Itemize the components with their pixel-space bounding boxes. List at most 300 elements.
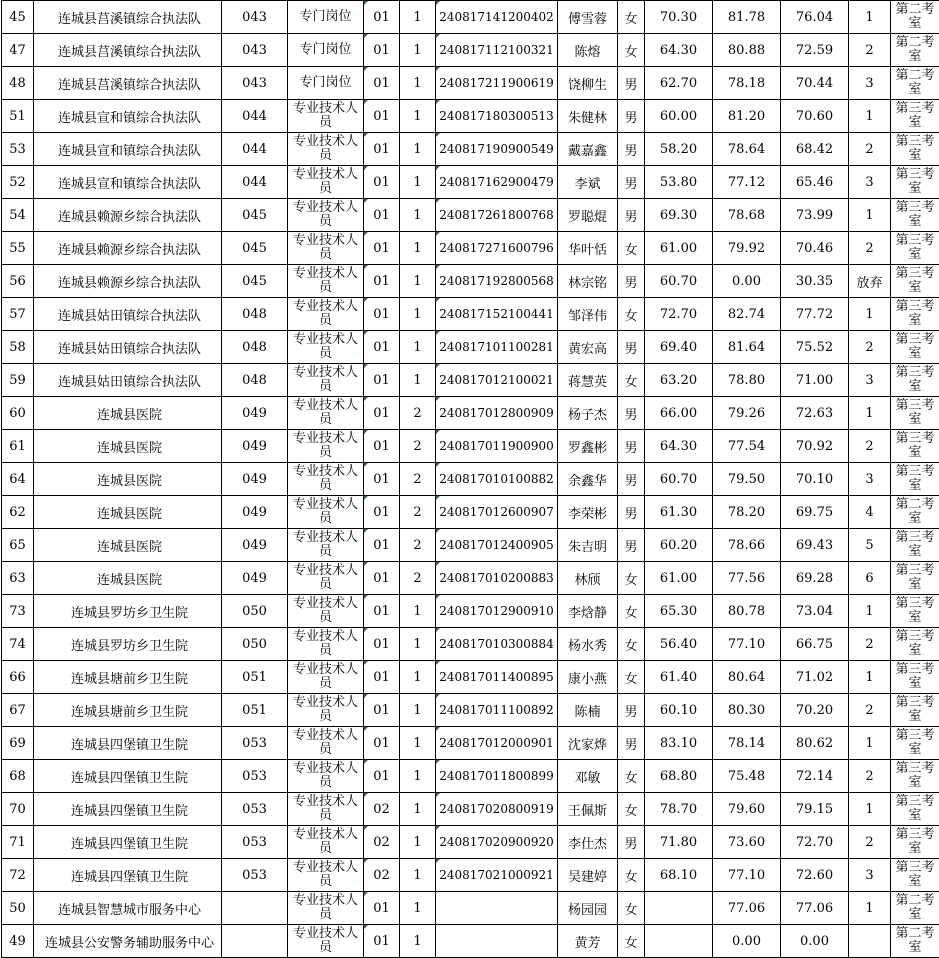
total-score-cell: 70.60 xyxy=(781,100,849,133)
position-cell: 专业技术人员 xyxy=(288,793,364,826)
table-row xyxy=(2,661,939,694)
room-cell: 第三考室 xyxy=(891,793,939,826)
level-cell: 01 xyxy=(364,298,400,331)
table-row xyxy=(2,925,939,958)
unit-cell: 连城县公安警务辅助服务中心 xyxy=(34,925,222,958)
ticket-cell: 240817012000901 xyxy=(436,727,558,760)
room-cell: 第三考室 xyxy=(891,727,939,760)
name-cell: 朱健林 xyxy=(558,100,618,133)
written-score-cell: 60.00 xyxy=(645,100,713,133)
level-cell: 01 xyxy=(364,265,400,298)
room-cell: 第三考室 xyxy=(891,562,939,595)
written-score-cell: 60.70 xyxy=(645,463,713,496)
post-code-cell: 049 xyxy=(222,463,288,496)
unit-cell: 连城县赖源乡综合执法队 xyxy=(34,199,222,232)
name-cell: 陈熔 xyxy=(558,34,618,67)
seq-cell: 60 xyxy=(2,397,34,430)
seq-cell: 52 xyxy=(2,166,34,199)
level-cell: 01 xyxy=(364,463,400,496)
table-row xyxy=(2,232,939,265)
interview-score-cell: 77.10 xyxy=(713,859,781,892)
rank-cell: 1 xyxy=(849,397,891,430)
position-cell: 专业技术人员 xyxy=(288,232,364,265)
hire-count-cell: 1 xyxy=(400,694,436,727)
interview-score-cell: 80.64 xyxy=(713,661,781,694)
interview-score-cell: 81.64 xyxy=(713,331,781,364)
name-cell: 蒋慧英 xyxy=(558,364,618,397)
hire-count-cell: 1 xyxy=(400,661,436,694)
rank-cell: 1 xyxy=(849,727,891,760)
rank-cell: 1 xyxy=(849,595,891,628)
room-cell: 第三考室 xyxy=(891,232,939,265)
ticket-cell: 240817101100281 xyxy=(436,331,558,364)
name-cell: 王佩斯 xyxy=(558,793,618,826)
level-cell: 01 xyxy=(364,694,400,727)
hire-count-cell: 1 xyxy=(400,265,436,298)
position-cell: 专业技术人员 xyxy=(288,727,364,760)
interview-score-cell: 80.78 xyxy=(713,595,781,628)
seq-cell: 67 xyxy=(2,694,34,727)
seq-cell: 65 xyxy=(2,529,34,562)
interview-score-cell: 78.80 xyxy=(713,364,781,397)
rank-cell: 2 xyxy=(849,430,891,463)
room-cell: 第三考室 xyxy=(891,595,939,628)
written-score-cell: 56.40 xyxy=(645,628,713,661)
written-score-cell: 83.10 xyxy=(645,727,713,760)
post-code-cell: 050 xyxy=(222,595,288,628)
unit-cell: 连城县宣和镇综合执法队 xyxy=(34,133,222,166)
rank-cell: 1 xyxy=(849,892,891,925)
hire-count-cell: 2 xyxy=(400,463,436,496)
written-score-cell: 69.40 xyxy=(645,331,713,364)
written-score-cell: 71.80 xyxy=(645,826,713,859)
level-cell: 02 xyxy=(364,826,400,859)
name-cell: 康小燕 xyxy=(558,661,618,694)
interview-score-cell: 0.00 xyxy=(713,925,781,958)
position-cell: 专业技术人员 xyxy=(288,826,364,859)
hire-count-cell: 2 xyxy=(400,529,436,562)
table-row xyxy=(2,628,939,661)
interview-score-cell: 78.18 xyxy=(713,67,781,100)
gender-cell: 男 xyxy=(618,463,645,496)
name-cell: 戴嘉鑫 xyxy=(558,133,618,166)
unit-cell: 连城县医院 xyxy=(34,463,222,496)
name-cell: 李仕杰 xyxy=(558,826,618,859)
ticket-cell: 240817020900920 xyxy=(436,826,558,859)
ticket-cell: 240817011100892 xyxy=(436,694,558,727)
position-cell: 专门岗位 xyxy=(288,67,364,100)
rank-cell: 2 xyxy=(849,628,891,661)
unit-cell: 连城县四堡镇卫生院 xyxy=(34,793,222,826)
unit-cell: 连城县医院 xyxy=(34,430,222,463)
ticket-cell xyxy=(436,925,558,958)
gender-cell: 男 xyxy=(618,100,645,133)
seq-cell: 71 xyxy=(2,826,34,859)
gender-cell: 女 xyxy=(618,793,645,826)
interview-score-cell: 79.60 xyxy=(713,793,781,826)
ticket-cell: 240817211900619 xyxy=(436,67,558,100)
level-cell: 01 xyxy=(364,34,400,67)
gender-cell: 女 xyxy=(618,1,645,34)
post-code-cell: 048 xyxy=(222,331,288,364)
unit-cell: 连城县四堡镇卫生院 xyxy=(34,859,222,892)
position-cell: 专业技术人员 xyxy=(288,529,364,562)
post-code-cell xyxy=(222,892,288,925)
ticket-cell: 240817010200883 xyxy=(436,562,558,595)
gender-cell: 男 xyxy=(618,496,645,529)
post-code-cell xyxy=(222,925,288,958)
seq-cell: 74 xyxy=(2,628,34,661)
interview-score-cell: 79.50 xyxy=(713,463,781,496)
level-cell: 01 xyxy=(364,727,400,760)
level-cell: 01 xyxy=(364,232,400,265)
level-cell: 01 xyxy=(364,529,400,562)
gender-cell: 女 xyxy=(618,760,645,793)
written-score-cell: 64.30 xyxy=(645,430,713,463)
hire-count-cell: 1 xyxy=(400,364,436,397)
rank-cell: 2 xyxy=(849,760,891,793)
ticket-cell: 240817152100441 xyxy=(436,298,558,331)
name-cell: 邓敏 xyxy=(558,760,618,793)
interview-score-cell: 78.66 xyxy=(713,529,781,562)
seq-cell: 68 xyxy=(2,760,34,793)
interview-score-cell: 0.00 xyxy=(713,265,781,298)
name-cell: 李斌 xyxy=(558,166,618,199)
gender-cell: 男 xyxy=(618,166,645,199)
interview-score-cell: 77.06 xyxy=(713,892,781,925)
rank-cell: 1 xyxy=(849,1,891,34)
rank-cell: 6 xyxy=(849,562,891,595)
table-row xyxy=(2,430,939,463)
interview-score-cell: 78.20 xyxy=(713,496,781,529)
seq-cell: 53 xyxy=(2,133,34,166)
level-cell: 01 xyxy=(364,595,400,628)
written-score-cell: 72.70 xyxy=(645,298,713,331)
unit-cell: 连城县四堡镇卫生院 xyxy=(34,826,222,859)
name-cell: 傅雪蓉 xyxy=(558,1,618,34)
hire-count-cell: 1 xyxy=(400,67,436,100)
name-cell: 黄宏高 xyxy=(558,331,618,364)
level-cell: 01 xyxy=(364,331,400,364)
position-cell: 专业技术人员 xyxy=(288,463,364,496)
position-cell: 专业技术人员 xyxy=(288,100,364,133)
unit-cell: 连城县姑田镇综合执法队 xyxy=(34,298,222,331)
written-score-cell: 78.70 xyxy=(645,793,713,826)
rank-cell: 4 xyxy=(849,496,891,529)
post-code-cell: 051 xyxy=(222,661,288,694)
position-cell: 专业技术人员 xyxy=(288,364,364,397)
gender-cell: 女 xyxy=(618,892,645,925)
seq-cell: 45 xyxy=(2,1,34,34)
table-row xyxy=(2,463,939,496)
gender-cell: 男 xyxy=(618,397,645,430)
written-score-cell: 62.70 xyxy=(645,67,713,100)
total-score-cell: 70.44 xyxy=(781,67,849,100)
unit-cell: 连城县姑田镇综合执法队 xyxy=(34,364,222,397)
hire-count-cell: 2 xyxy=(400,562,436,595)
gender-cell: 女 xyxy=(618,925,645,958)
room-cell: 第三考室 xyxy=(891,661,939,694)
name-cell: 林宗铭 xyxy=(558,265,618,298)
room-cell: 第三考室 xyxy=(891,463,939,496)
gender-cell: 女 xyxy=(618,859,645,892)
hire-count-cell: 1 xyxy=(400,298,436,331)
room-cell: 第三考室 xyxy=(891,430,939,463)
seq-cell: 66 xyxy=(2,661,34,694)
table-row xyxy=(2,694,939,727)
post-code-cell: 049 xyxy=(222,529,288,562)
total-score-cell: 71.02 xyxy=(781,661,849,694)
interview-score-cell: 80.30 xyxy=(713,694,781,727)
written-score-cell: 68.10 xyxy=(645,859,713,892)
post-code-cell: 048 xyxy=(222,298,288,331)
total-score-cell: 70.20 xyxy=(781,694,849,727)
post-code-cell: 049 xyxy=(222,430,288,463)
name-cell: 杨园园 xyxy=(558,892,618,925)
total-score-cell: 69.28 xyxy=(781,562,849,595)
table-row xyxy=(2,760,939,793)
room-cell: 第三考室 xyxy=(891,133,939,166)
level-cell: 01 xyxy=(364,100,400,133)
unit-cell: 连城县医院 xyxy=(34,496,222,529)
room-cell: 第三考室 xyxy=(891,397,939,430)
table-row xyxy=(2,727,939,760)
total-score-cell: 71.00 xyxy=(781,364,849,397)
rank-cell: 1 xyxy=(849,100,891,133)
name-cell: 陈楠 xyxy=(558,694,618,727)
written-score-cell: 58.20 xyxy=(645,133,713,166)
table-row xyxy=(2,793,939,826)
gender-cell: 女 xyxy=(618,364,645,397)
room-cell: 第三考室 xyxy=(891,760,939,793)
written-score-cell: 60.10 xyxy=(645,694,713,727)
position-cell: 专业技术人员 xyxy=(288,562,364,595)
post-code-cell: 043 xyxy=(222,34,288,67)
table-row xyxy=(2,496,939,529)
total-score-cell: 65.46 xyxy=(781,166,849,199)
hire-count-cell: 2 xyxy=(400,496,436,529)
table-row xyxy=(2,199,939,232)
room-cell: 第二考室 xyxy=(891,496,939,529)
table-row xyxy=(2,298,939,331)
unit-cell: 连城县塘前乡卫生院 xyxy=(34,661,222,694)
level-cell: 01 xyxy=(364,760,400,793)
gender-cell: 男 xyxy=(618,529,645,562)
hire-count-cell: 1 xyxy=(400,628,436,661)
interview-score-cell: 78.68 xyxy=(713,199,781,232)
level-cell: 01 xyxy=(364,892,400,925)
seq-cell: 47 xyxy=(2,34,34,67)
name-cell: 余鑫华 xyxy=(558,463,618,496)
post-code-cell: 048 xyxy=(222,364,288,397)
gender-cell: 男 xyxy=(618,133,645,166)
post-code-cell: 053 xyxy=(222,859,288,892)
unit-cell: 连城县赖源乡综合执法队 xyxy=(34,265,222,298)
position-cell: 专业技术人员 xyxy=(288,859,364,892)
written-score-cell: 60.70 xyxy=(645,265,713,298)
table-row xyxy=(2,133,939,166)
name-cell: 李荣彬 xyxy=(558,496,618,529)
table-row xyxy=(2,892,939,925)
ticket-cell: 240817112100321 xyxy=(436,34,558,67)
room-cell: 第三考室 xyxy=(891,694,939,727)
rank-cell: 2 xyxy=(849,232,891,265)
table-row xyxy=(2,1,939,34)
hire-count-cell: 1 xyxy=(400,199,436,232)
hire-count-cell: 1 xyxy=(400,34,436,67)
hire-count-cell: 1 xyxy=(400,760,436,793)
seq-cell: 51 xyxy=(2,100,34,133)
name-cell: 杨水秀 xyxy=(558,628,618,661)
ticket-cell: 240817192800568 xyxy=(436,265,558,298)
unit-cell: 连城县赖源乡综合执法队 xyxy=(34,232,222,265)
level-cell: 01 xyxy=(364,364,400,397)
room-cell: 第二考室 xyxy=(891,1,939,34)
hire-count-cell: 1 xyxy=(400,331,436,364)
rank-cell: 3 xyxy=(849,166,891,199)
total-score-cell: 76.04 xyxy=(781,1,849,34)
written-score-cell: 61.40 xyxy=(645,661,713,694)
unit-cell: 连城县姑田镇综合执法队 xyxy=(34,331,222,364)
written-score-cell: 61.00 xyxy=(645,232,713,265)
post-code-cell: 050 xyxy=(222,628,288,661)
ticket-cell: 240817012900910 xyxy=(436,595,558,628)
level-cell: 01 xyxy=(364,562,400,595)
rank-cell: 1 xyxy=(849,298,891,331)
post-code-cell: 049 xyxy=(222,397,288,430)
total-score-cell: 72.63 xyxy=(781,397,849,430)
hire-count-cell: 2 xyxy=(400,430,436,463)
total-score-cell: 69.75 xyxy=(781,496,849,529)
table-row xyxy=(2,397,939,430)
name-cell: 罗聪焜 xyxy=(558,199,618,232)
table-row xyxy=(2,364,939,397)
hire-count-cell: 1 xyxy=(400,892,436,925)
room-cell: 第二考室 xyxy=(891,67,939,100)
name-cell: 华叶恬 xyxy=(558,232,618,265)
position-cell: 专业技术人员 xyxy=(288,199,364,232)
room-cell: 第二考室 xyxy=(891,925,939,958)
ticket-cell: 240817012800909 xyxy=(436,397,558,430)
level-cell: 01 xyxy=(364,661,400,694)
name-cell: 罗鑫彬 xyxy=(558,430,618,463)
table-body xyxy=(2,1,939,958)
unit-cell: 连城县莒溪镇综合执法队 xyxy=(34,67,222,100)
level-cell: 01 xyxy=(364,496,400,529)
position-cell: 专业技术人员 xyxy=(288,265,364,298)
table-row xyxy=(2,595,939,628)
interview-score-cell: 73.60 xyxy=(713,826,781,859)
written-score-cell: 61.30 xyxy=(645,496,713,529)
table-row xyxy=(2,34,939,67)
seq-cell: 64 xyxy=(2,463,34,496)
name-cell: 邹泽伟 xyxy=(558,298,618,331)
level-cell: 01 xyxy=(364,166,400,199)
unit-cell: 连城县莒溪镇综合执法队 xyxy=(34,34,222,67)
level-cell: 02 xyxy=(364,793,400,826)
gender-cell: 男 xyxy=(618,826,645,859)
gender-cell: 女 xyxy=(618,232,645,265)
unit-cell: 连城县宣和镇综合执法队 xyxy=(34,100,222,133)
unit-cell: 连城县医院 xyxy=(34,397,222,430)
total-score-cell: 77.72 xyxy=(781,298,849,331)
position-cell: 专门岗位 xyxy=(288,1,364,34)
written-score-cell: 66.00 xyxy=(645,397,713,430)
seq-cell: 72 xyxy=(2,859,34,892)
ticket-cell: 240817012400905 xyxy=(436,529,558,562)
ticket-cell: 240817261800768 xyxy=(436,199,558,232)
gender-cell: 女 xyxy=(618,628,645,661)
ticket-cell: 240817190900549 xyxy=(436,133,558,166)
written-score-cell: 53.80 xyxy=(645,166,713,199)
total-score-cell: 72.14 xyxy=(781,760,849,793)
rank-cell: 2 xyxy=(849,133,891,166)
ticket-cell: 240817141200402 xyxy=(436,1,558,34)
seq-cell: 63 xyxy=(2,562,34,595)
ticket-cell xyxy=(436,892,558,925)
ticket-cell: 240817162900479 xyxy=(436,166,558,199)
gender-cell: 男 xyxy=(618,265,645,298)
gender-cell: 女 xyxy=(618,34,645,67)
level-cell: 01 xyxy=(364,133,400,166)
written-score-cell xyxy=(645,892,713,925)
room-cell: 第三考室 xyxy=(891,100,939,133)
position-cell: 专业技术人员 xyxy=(288,892,364,925)
rank-cell: 放弃 xyxy=(849,265,891,298)
table-row xyxy=(2,265,939,298)
table-row xyxy=(2,562,939,595)
seq-cell: 55 xyxy=(2,232,34,265)
seq-cell: 58 xyxy=(2,331,34,364)
ticket-cell: 240817021000921 xyxy=(436,859,558,892)
hire-count-cell: 1 xyxy=(400,727,436,760)
level-cell: 01 xyxy=(364,67,400,100)
position-cell: 专业技术人员 xyxy=(288,397,364,430)
ticket-cell: 240817010300884 xyxy=(436,628,558,661)
gender-cell: 女 xyxy=(618,595,645,628)
ticket-cell: 240817011400895 xyxy=(436,661,558,694)
position-cell: 专业技术人员 xyxy=(288,595,364,628)
total-score-cell: 80.62 xyxy=(781,727,849,760)
written-score-cell xyxy=(645,925,713,958)
interview-score-cell: 77.56 xyxy=(713,562,781,595)
name-cell: 沈家烨 xyxy=(558,727,618,760)
rank-cell: 1 xyxy=(849,793,891,826)
total-score-cell: 70.10 xyxy=(781,463,849,496)
hire-count-cell: 1 xyxy=(400,595,436,628)
unit-cell: 连城县医院 xyxy=(34,529,222,562)
written-score-cell: 70.30 xyxy=(645,1,713,34)
hire-count-cell: 1 xyxy=(400,1,436,34)
unit-cell: 连城县四堡镇卫生院 xyxy=(34,727,222,760)
rank-cell: 2 xyxy=(849,331,891,364)
post-code-cell: 045 xyxy=(222,265,288,298)
post-code-cell: 053 xyxy=(222,727,288,760)
gender-cell: 女 xyxy=(618,298,645,331)
room-cell: 第三考室 xyxy=(891,859,939,892)
position-cell: 专业技术人员 xyxy=(288,661,364,694)
written-score-cell: 65.30 xyxy=(645,595,713,628)
room-cell: 第三考室 xyxy=(891,529,939,562)
position-cell: 专业技术人员 xyxy=(288,694,364,727)
table-row xyxy=(2,100,939,133)
post-code-cell: 044 xyxy=(222,100,288,133)
gender-cell: 男 xyxy=(618,727,645,760)
unit-cell: 连城县智慧城市服务中心 xyxy=(34,892,222,925)
hire-count-cell: 1 xyxy=(400,232,436,265)
interview-score-cell: 77.54 xyxy=(713,430,781,463)
ticket-cell: 240817012100021 xyxy=(436,364,558,397)
